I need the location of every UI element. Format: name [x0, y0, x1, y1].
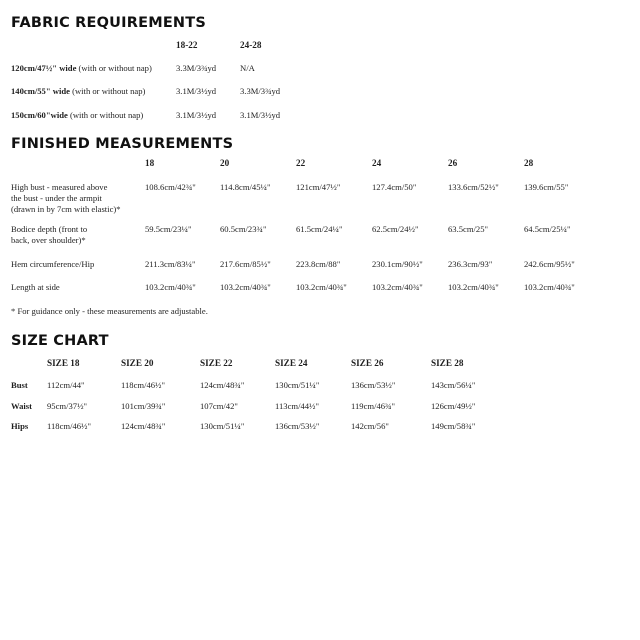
measurement-cell: 236.3cm/93" — [448, 259, 493, 269]
size-chart-row-label: Bust — [11, 380, 28, 390]
measurement-label-line: High bust - measured above — [11, 182, 108, 192]
size-chart-header: SIZE 18 — [47, 358, 80, 368]
size-chart-header: SIZE 24 — [275, 358, 308, 368]
size-chart-cell: 136cm/53½" — [275, 421, 320, 431]
size-chart-cell: 107cm/42" — [200, 401, 238, 411]
fabric-yardage-cell: 3.3M/3¾yd — [240, 86, 281, 96]
measurement-size-header: 26 — [448, 158, 458, 168]
measurement-label-line: Hem circumference/Hip — [11, 259, 95, 269]
measurement-cell: 103.2cm/40¾" — [372, 282, 423, 292]
size-chart-cell: 124cm/48¾" — [121, 421, 166, 431]
fabric-yardage-cell: 3.1M/3½yd — [176, 86, 217, 96]
size-chart-header: SIZE 20 — [121, 358, 154, 368]
size-chart-cell: 130cm/51¼" — [200, 421, 245, 431]
size-chart-cell: 118cm/46½" — [121, 380, 166, 390]
measurement-cell: 230.1cm/90½" — [372, 259, 423, 269]
measurement-label-line: back, over shoulder)* — [11, 235, 86, 245]
measurement-size-header: 18 — [145, 158, 155, 168]
fabric-width-note: (with or without nap) — [76, 63, 152, 73]
fabric-size-group-header: 18-22 — [176, 40, 198, 50]
size-chart-cell: 136cm/53½" — [351, 380, 396, 390]
measurement-label-line: Bodice depth (front to — [11, 224, 88, 234]
measurement-cell: 103.2cm/40¾" — [145, 282, 196, 292]
measurement-cell: 103.2cm/40¾" — [296, 282, 347, 292]
fabric-width-label — [11, 86, 145, 97]
measurement-label — [11, 224, 87, 246]
size-chart-cell: 130cm/51¼" — [275, 380, 320, 390]
measurement-cell: 103.2cm/40¾" — [524, 282, 575, 292]
fabric-width-label — [11, 63, 152, 74]
size-chart-cell: 143cm/56¼" — [431, 380, 476, 390]
measurement-cell: 108.6cm/42¾" — [145, 182, 196, 192]
size-chart-row-label: Hips — [11, 421, 29, 431]
size-chart-cell: 95cm/37½" — [47, 401, 88, 411]
fabric-requirements-heading: FABRIC REQUIREMENTS — [11, 15, 207, 31]
fabric-width-note: (with or without nap) — [69, 86, 146, 96]
measurement-cell: 63.5cm/25" — [448, 224, 489, 234]
fabric-size-group-header: 24-28 — [240, 40, 262, 50]
finished-measurements-heading: FINISHED MEASUREMENTS — [11, 136, 234, 152]
measurement-cell: 64.5cm/25¼" — [524, 224, 571, 234]
size-chart-header: SIZE 28 — [431, 358, 464, 368]
size-chart-header: SIZE 22 — [200, 358, 233, 368]
fabric-width-label — [11, 110, 143, 121]
fabric-yardage-cell: 3.3M/3¾yd — [176, 63, 217, 73]
size-chart-header: SIZE 26 — [351, 358, 384, 368]
measurement-size-header: 24 — [372, 158, 382, 168]
size-chart-cell: 113cm/44½" — [275, 401, 320, 411]
measurement-cell: 133.6cm/52½" — [448, 182, 499, 192]
fabric-width-bold: 120cm/47½" wide — [11, 63, 77, 73]
measurement-label — [11, 182, 121, 215]
fabric-width-note: (with or without nap) — [67, 110, 144, 120]
size-chart-cell: 124cm/48¾" — [200, 380, 245, 390]
fabric-width-bold: 150cm/60"wide — [11, 110, 68, 120]
measurement-cell: 242.6cm/95½" — [524, 259, 575, 269]
measurement-label — [11, 259, 94, 270]
measurement-cell: 127.4cm/50" — [372, 182, 417, 192]
fabric-yardage-cell: N/A — [240, 63, 255, 73]
measurement-size-header: 22 — [296, 158, 306, 168]
fabric-yardage-cell: 3.1M/3½yd — [240, 110, 281, 120]
measurement-size-header: 20 — [220, 158, 230, 168]
measurement-label-line: the bust - under the armpit — [11, 193, 102, 203]
measurement-size-header: 28 — [524, 158, 534, 168]
size-chart-cell: 126cm/49½" — [431, 401, 476, 411]
guidance-note: * For guidance only - these measurements are adjustable. — [11, 306, 208, 316]
size-chart-cell: 112cm/44" — [47, 380, 85, 390]
measurement-cell: 59.5cm/23¼" — [145, 224, 192, 234]
measurement-cell: 211.3cm/83¼" — [145, 259, 196, 269]
measurement-cell: 139.6cm/55" — [524, 182, 569, 192]
size-chart-cell: 142cm/56" — [351, 421, 389, 431]
fabric-yardage-cell: 3.1M/3½yd — [176, 110, 217, 120]
size-chart-row-label: Waist — [11, 401, 33, 411]
measurement-label-line: (drawn in by 7cm with elastic)* — [11, 204, 121, 214]
size-chart-cell: 118cm/46½" — [47, 421, 92, 431]
size-chart-heading: SIZE CHART — [11, 333, 109, 349]
measurement-cell: 60.5cm/23¾" — [220, 224, 267, 234]
size-chart-cell: 101cm/39¾" — [121, 401, 166, 411]
size-chart-cell: 149cm/58¾" — [431, 421, 476, 431]
size-chart-cell: 119cm/46¾" — [351, 401, 396, 411]
measurement-cell: 103.2cm/40¾" — [448, 282, 499, 292]
measurement-cell: 61.5cm/24¼" — [296, 224, 343, 234]
measurement-cell: 62.5cm/24½" — [372, 224, 419, 234]
fabric-width-bold: 140cm/55" wide — [11, 86, 70, 96]
measurement-cell: 217.6cm/85½" — [220, 259, 271, 269]
measurement-label-line: Length at side — [11, 282, 60, 292]
measurement-label — [11, 282, 60, 293]
measurement-cell: 114.8cm/45¼" — [220, 182, 271, 192]
measurement-cell: 121cm/47½" — [296, 182, 341, 192]
measurement-cell: 103.2cm/40¾" — [220, 282, 271, 292]
measurement-cell: 223.8cm/88" — [296, 259, 341, 269]
